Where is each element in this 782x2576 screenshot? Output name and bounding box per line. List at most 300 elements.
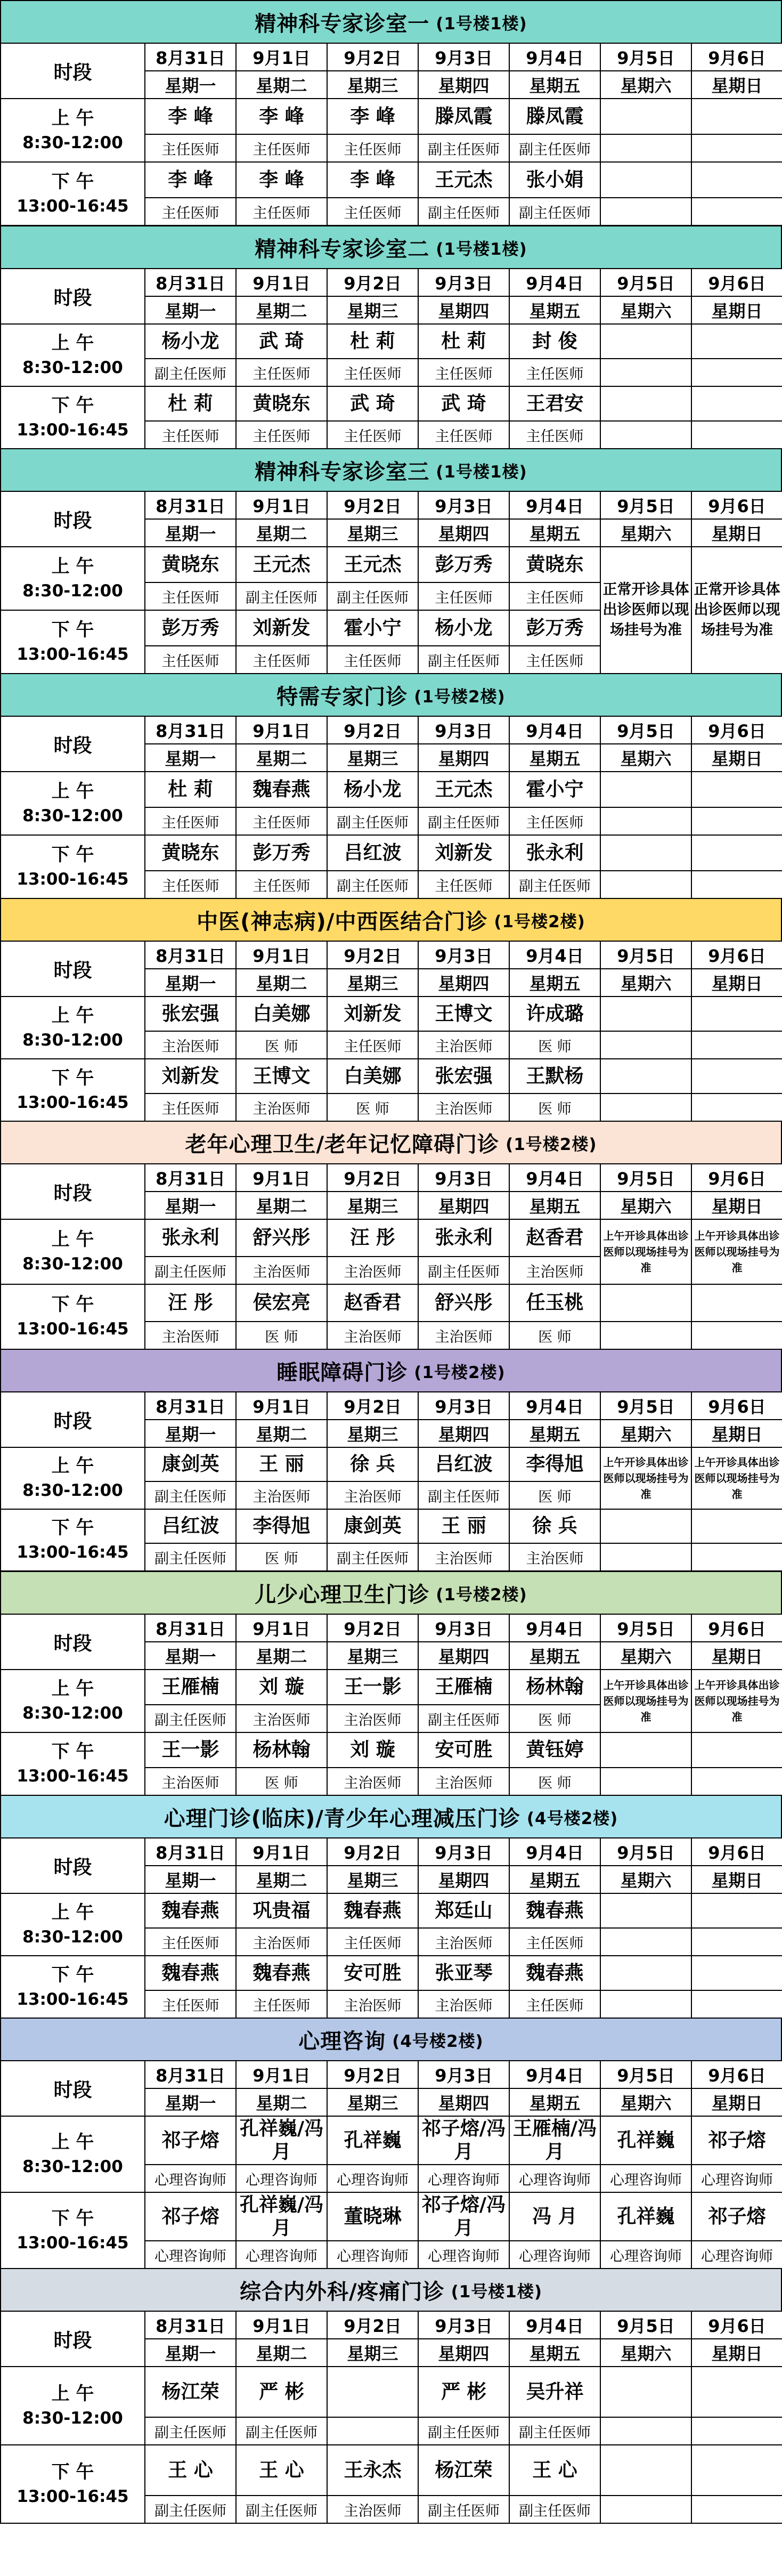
doctor-title: 主治医师 — [236, 1257, 327, 1284]
doctor-name: 杨小龙 — [418, 610, 509, 646]
weekday-cell: 星期六 — [600, 1420, 691, 1447]
pm-time: 13:00-16:45 — [17, 1989, 129, 2009]
date-cell: 9月5日 — [600, 1164, 691, 1192]
pm-name-row — [1, 2192, 782, 2241]
doctor-name — [600, 772, 691, 807]
doctor-title — [600, 1031, 691, 1059]
doctor-name: 李 峰 — [327, 162, 418, 198]
doctor-name — [600, 835, 691, 871]
slot-header: 时段 — [1, 43, 145, 99]
weekday-cell: 星期六 — [600, 1642, 691, 1670]
doctor-title: 主任医师 — [145, 1093, 236, 1121]
doctor-title: 主任医师 — [509, 421, 600, 449]
doctor-name: 杨林翰 — [236, 1732, 327, 1768]
date-cell: 9月3日 — [418, 1392, 509, 1420]
doctor-name: 舒兴彤 — [236, 1219, 327, 1257]
doctor-name: 王元杰 — [418, 162, 509, 198]
doctor-title: 主任医师 — [236, 198, 327, 225]
pm-name-row — [1, 386, 782, 421]
am-time: 8:30-12:00 — [22, 358, 123, 377]
doctor-name: 白美娜 — [327, 1059, 418, 1093]
am-label: 上 午 — [51, 1678, 94, 1699]
pm-period-label — [1, 1509, 145, 1571]
slot-header: 时段 — [1, 2061, 145, 2116]
weekday-cell: 星期一 — [145, 1192, 236, 1219]
pm-label: 下 午 — [51, 1294, 94, 1315]
doctor-title — [600, 1990, 691, 2018]
doctor-title: 主任医师 — [418, 871, 509, 898]
doctor-name: 张永利 — [509, 835, 600, 871]
date-cell: 9月4日 — [509, 2311, 600, 2339]
doctor-name — [327, 2367, 418, 2417]
weekday-cell: 星期日 — [691, 744, 782, 772]
weekday-cell: 星期一 — [145, 1420, 236, 1447]
am-period-label — [1, 1219, 145, 1284]
doctor-title: 医 师 — [509, 1768, 600, 1795]
weekday-cell: 星期三 — [327, 296, 418, 324]
pm-label: 下 午 — [51, 1067, 94, 1089]
section-header — [0, 2018, 782, 2060]
doctor-title: 主任医师 — [418, 421, 509, 449]
am-time: 8:30-12:00 — [22, 133, 123, 152]
pm-period-label — [1, 2192, 145, 2269]
date-cell: 8月31日 — [145, 269, 236, 296]
doctor-title: 主治医师 — [327, 2496, 418, 2523]
pm-label: 下 午 — [51, 2207, 94, 2229]
doctor-title: 副主任医师 — [145, 1257, 236, 1284]
date-cell: 8月31日 — [145, 716, 236, 744]
doctor-title — [691, 1093, 782, 1121]
doctor-name: 李 峰 — [327, 99, 418, 134]
doctor-title: 主任医师 — [145, 134, 236, 162]
am-name-row — [1, 1670, 782, 1705]
doctor-name: 彭万秀 — [418, 547, 509, 582]
doctor-title: 副主任医师 — [236, 2417, 327, 2445]
doctor-title: 主治医师 — [327, 1481, 418, 1509]
date-cell: 9月6日 — [691, 1392, 782, 1420]
doctor-title — [691, 2417, 782, 2445]
doctor-title: 医 师 — [236, 1031, 327, 1059]
date-cell: 9月1日 — [236, 716, 327, 744]
pm-name-row — [1, 1284, 782, 1322]
weekday-cell: 星期六 — [600, 2339, 691, 2367]
date-cell: 9月1日 — [236, 1164, 327, 1192]
section-title: 心理咨询 — [298, 2029, 386, 2054]
date-cell: 9月3日 — [418, 941, 509, 969]
doctor-name — [691, 1284, 782, 1322]
doctor-title: 副主任医师 — [418, 807, 509, 835]
doctor-title — [327, 2417, 418, 2445]
pm-label: 下 午 — [51, 2461, 94, 2483]
am-label: 上 午 — [51, 1229, 94, 1250]
doctor-title: 主任医师 — [236, 807, 327, 835]
date-cell: 9月1日 — [236, 43, 327, 71]
doctor-name: 董晓琳 — [327, 2192, 418, 2241]
pm-name-row — [1, 2445, 782, 2496]
am-time: 8:30-12:00 — [22, 1927, 123, 1947]
date-cell: 8月31日 — [145, 491, 236, 519]
doctor-title: 主任医师 — [509, 359, 600, 386]
doctor-title — [600, 871, 691, 898]
section-header — [0, 898, 782, 941]
doctor-name — [600, 99, 691, 134]
doctor-title: 医 师 — [509, 1481, 600, 1509]
am-name-row — [1, 1893, 782, 1928]
schedule-section — [0, 673, 782, 898]
date-cell: 9月5日 — [600, 716, 691, 744]
weekday-cell: 星期六 — [600, 744, 691, 772]
saturday-note: 上午开诊具体出诊医师以现场挂号为准 — [600, 1670, 691, 1732]
date-cell: 9月5日 — [600, 1392, 691, 1420]
doctor-name: 杨江荣 — [145, 2367, 236, 2417]
doctor-title: 主任医师 — [327, 1031, 418, 1059]
weekday-cell: 星期二 — [236, 519, 327, 547]
pm-time: 13:00-16:45 — [17, 644, 129, 664]
doctor-name — [691, 835, 782, 871]
pm-time: 13:00-16:45 — [17, 1543, 129, 1562]
pm-period-label — [1, 386, 145, 449]
doctor-title — [691, 1543, 782, 1571]
doctor-name: 张永利 — [145, 1219, 236, 1257]
doctor-name: 杨江荣 — [418, 2445, 509, 2496]
weekday-cell: 星期三 — [327, 969, 418, 997]
weekday-cell: 星期二 — [236, 969, 327, 997]
doctor-title: 主任医师 — [418, 582, 509, 610]
section-location: (1号楼2楼) — [414, 1363, 506, 1382]
date-cell: 9月6日 — [691, 941, 782, 969]
date-row — [1, 716, 782, 744]
date-cell: 9月2日 — [327, 269, 418, 296]
doctor-title: 主任医师 — [145, 421, 236, 449]
am-name-row — [1, 2116, 782, 2165]
date-cell: 9月1日 — [236, 269, 327, 296]
doctor-title: 副主任医师 — [418, 134, 509, 162]
weekday-cell: 星期五 — [509, 744, 600, 772]
am-name-row — [1, 547, 782, 582]
doctor-name: 魏春燕 — [509, 1893, 600, 1928]
saturday-note: 上午开诊具体出诊医师以现场挂号为准 — [600, 1447, 691, 1509]
date-cell: 9月4日 — [509, 1838, 600, 1866]
doctor-title: 主任医师 — [418, 359, 509, 386]
weekday-cell: 星期一 — [145, 1642, 236, 1670]
schedule-section — [0, 2018, 782, 2268]
section-location: (1号楼2楼) — [494, 912, 585, 931]
am-name-row — [1, 1219, 782, 1257]
sunday-note: 正常开诊具体出诊医师以现场挂号为准 — [691, 547, 782, 674]
weekday-cell: 星期二 — [236, 1642, 327, 1670]
doctor-name: 魏春燕 — [509, 1956, 600, 1990]
doctor-name: 李 峰 — [145, 99, 236, 134]
doctor-name: 彭万秀 — [145, 610, 236, 646]
doctor-name: 王元杰 — [327, 547, 418, 582]
date-cell: 9月4日 — [509, 491, 600, 519]
doctor-name: 魏春燕 — [327, 1893, 418, 1928]
am-name-row — [1, 772, 782, 807]
date-cell: 9月5日 — [600, 491, 691, 519]
doctor-title: 主治医师 — [236, 1093, 327, 1121]
date-row — [1, 2061, 782, 2088]
pm-time: 13:00-16:45 — [17, 1319, 129, 1339]
doctor-name: 杨小龙 — [145, 324, 236, 359]
schedule-section — [0, 1349, 782, 1571]
doctor-title — [691, 1031, 782, 1059]
schedule-table — [0, 43, 782, 226]
schedule-table — [0, 1837, 782, 2019]
doctor-name: 王博文 — [418, 997, 509, 1031]
date-row — [1, 1164, 782, 1192]
schedule-section — [0, 1121, 782, 1349]
doctor-title: 心理咨询师 — [327, 2241, 418, 2269]
doctor-name: 张宏强 — [418, 1059, 509, 1093]
section-header — [0, 1571, 782, 1614]
doctor-title: 主治医师 — [327, 1768, 418, 1795]
doctor-title: 心理咨询师 — [600, 2165, 691, 2192]
pm-label: 下 午 — [51, 1517, 94, 1538]
date-cell: 9月1日 — [236, 491, 327, 519]
doctor-title — [691, 359, 782, 386]
weekday-cell: 星期四 — [418, 1420, 509, 1447]
schedule-table — [0, 716, 782, 899]
weekday-cell: 星期日 — [691, 71, 782, 99]
doctor-name — [600, 324, 691, 359]
doctor-title: 主任医师 — [145, 582, 236, 610]
weekday-cell: 星期日 — [691, 1420, 782, 1447]
doctor-name: 张永利 — [418, 1219, 509, 1257]
doctor-name: 李 峰 — [145, 162, 236, 198]
doctor-title: 主治医师 — [418, 1322, 509, 1349]
doctor-name — [691, 1509, 782, 1543]
doctor-title: 副主任医师 — [236, 582, 327, 610]
date-cell: 9月6日 — [691, 2311, 782, 2339]
doctor-name — [691, 1732, 782, 1768]
doctor-title: 副主任医师 — [145, 1705, 236, 1732]
date-cell: 8月31日 — [145, 1164, 236, 1192]
schedule-section — [0, 898, 782, 1121]
section-location: (1号楼1楼) — [436, 239, 527, 259]
weekday-cell: 星期四 — [418, 1642, 509, 1670]
doctor-title: 主治医师 — [327, 1322, 418, 1349]
doctor-name: 杜 莉 — [145, 772, 236, 807]
doctor-title: 副主任医师 — [509, 2496, 600, 2523]
doctor-name: 郑廷山 — [418, 1893, 509, 1928]
date-cell: 9月3日 — [418, 1614, 509, 1642]
weekday-cell: 星期五 — [509, 296, 600, 324]
am-label: 上 午 — [51, 1455, 94, 1477]
section-location: (4号楼2楼) — [392, 2031, 484, 2051]
slot-header: 时段 — [1, 1164, 145, 1219]
doctor-name: 徐 兵 — [509, 1509, 600, 1543]
doctor-title: 主任医师 — [509, 646, 600, 674]
doctor-name: 赵香君 — [327, 1284, 418, 1322]
doctor-title: 副主任医师 — [327, 1543, 418, 1571]
doctor-name: 黄晓东 — [236, 386, 327, 421]
weekday-cell: 星期四 — [418, 969, 509, 997]
weekday-cell: 星期四 — [418, 744, 509, 772]
date-cell: 9月2日 — [327, 1392, 418, 1420]
am-label: 上 午 — [51, 780, 94, 802]
doctor-title — [691, 871, 782, 898]
slot-header: 时段 — [1, 491, 145, 547]
doctor-name — [691, 99, 782, 134]
schedule-table — [0, 268, 782, 449]
doctor-title: 医 师 — [509, 1031, 600, 1059]
weekday-cell: 星期二 — [236, 1866, 327, 1893]
pm-label: 下 午 — [51, 394, 94, 416]
section-header — [0, 1795, 782, 1837]
date-cell: 9月5日 — [600, 1838, 691, 1866]
doctor-title: 主治医师 — [418, 1768, 509, 1795]
doctor-title: 主任医师 — [327, 134, 418, 162]
doctor-name — [691, 1893, 782, 1928]
schedule-table — [0, 1614, 782, 1796]
doctor-title — [691, 1768, 782, 1795]
doctor-name: 孔祥巍 — [600, 2192, 691, 2241]
am-period-label — [1, 2367, 145, 2445]
date-cell: 9月5日 — [600, 43, 691, 71]
section-header — [0, 1121, 782, 1163]
weekday-cell: 星期一 — [145, 969, 236, 997]
doctor-title: 医 师 — [236, 1768, 327, 1795]
weekday-cell: 星期日 — [691, 519, 782, 547]
am-time: 8:30-12:00 — [22, 1030, 123, 1050]
sunday-note: 上午开诊具体出诊医师以现场挂号为准 — [691, 1670, 782, 1732]
weekday-cell: 星期三 — [327, 1642, 418, 1670]
section-header — [0, 673, 782, 716]
doctor-name: 孔祥巍/冯 月 — [236, 2116, 327, 2165]
doctor-title: 主任医师 — [327, 421, 418, 449]
date-cell: 9月3日 — [418, 1164, 509, 1192]
doctor-name: 王博文 — [236, 1059, 327, 1093]
am-name-row — [1, 997, 782, 1031]
doctor-name: 严 彬 — [418, 2367, 509, 2417]
date-cell: 9月4日 — [509, 2061, 600, 2088]
date-cell: 9月2日 — [327, 43, 418, 71]
doctor-name: 刘新发 — [327, 997, 418, 1031]
pm-name-row — [1, 835, 782, 871]
doctor-title: 副主任医师 — [418, 1257, 509, 1284]
doctor-title: 副主任医师 — [509, 871, 600, 898]
pm-period-label — [1, 1956, 145, 2018]
am-period-label — [1, 547, 145, 610]
section-location: (1号楼1楼) — [436, 462, 527, 482]
weekday-cell: 星期一 — [145, 71, 236, 99]
am-name-row — [1, 2367, 782, 2417]
date-cell: 9月6日 — [691, 1838, 782, 1866]
doctor-name: 孔祥巍 — [600, 2116, 691, 2165]
doctor-name: 黄钰婷 — [509, 1732, 600, 1768]
date-cell: 9月1日 — [236, 1392, 327, 1420]
pm-period-label — [1, 1732, 145, 1795]
doctor-title: 主治医师 — [418, 1543, 509, 1571]
slot-header: 时段 — [1, 716, 145, 772]
date-cell: 9月2日 — [327, 1164, 418, 1192]
pm-time: 13:00-16:45 — [17, 1767, 129, 1786]
doctor-title: 副主任医师 — [418, 198, 509, 225]
doctor-name: 张小娟 — [509, 162, 600, 198]
slot-header: 时段 — [1, 1614, 145, 1670]
doctor-name — [600, 2367, 691, 2417]
doctor-name: 王永杰 — [327, 2445, 418, 2496]
doctor-title: 心理咨询师 — [418, 2165, 509, 2192]
am-time: 8:30-12:00 — [22, 581, 123, 601]
date-cell: 9月4日 — [509, 269, 600, 296]
doctor-name — [600, 1509, 691, 1543]
date-row — [1, 2311, 782, 2339]
doctor-name: 李 峰 — [236, 99, 327, 134]
weekday-cell: 星期四 — [418, 2088, 509, 2116]
date-cell: 9月2日 — [327, 716, 418, 744]
weekday-cell: 星期二 — [236, 71, 327, 99]
doctor-name: 张亚琴 — [418, 1956, 509, 1990]
section-header — [0, 0, 782, 43]
doctor-title: 主任医师 — [327, 198, 418, 225]
weekday-cell: 星期三 — [327, 2339, 418, 2367]
pm-period-label — [1, 1284, 145, 1349]
doctor-title: 心理咨询师 — [236, 2165, 327, 2192]
am-label: 上 午 — [51, 1901, 94, 1923]
date-cell: 9月1日 — [236, 2311, 327, 2339]
date-row — [1, 1392, 782, 1420]
doctor-name: 刘 璇 — [236, 1670, 327, 1705]
doctor-name: 杨小龙 — [327, 772, 418, 807]
date-cell: 8月31日 — [145, 43, 236, 71]
weekday-cell: 星期四 — [418, 71, 509, 99]
doctor-title: 医 师 — [236, 1543, 327, 1571]
doctor-title: 心理咨询师 — [327, 2165, 418, 2192]
schedule-table — [0, 941, 782, 1122]
doctor-title: 副主任医师 — [327, 807, 418, 835]
doctor-name: 黄晓东 — [145, 547, 236, 582]
doctor-name: 王雁楠 — [418, 1670, 509, 1705]
doctor-title: 医 师 — [509, 1705, 600, 1732]
am-name-row — [1, 1447, 782, 1481]
doctor-title: 主任医师 — [327, 1928, 418, 1956]
doctor-name: 霍小宁 — [509, 772, 600, 807]
weekday-cell: 星期四 — [418, 296, 509, 324]
doctor-name: 王 丽 — [418, 1509, 509, 1543]
doctor-name: 祁子熔 — [691, 2192, 782, 2241]
pm-name-row — [1, 1956, 782, 1990]
am-time: 8:30-12:00 — [22, 806, 123, 825]
doctor-title — [600, 1093, 691, 1121]
date-row — [1, 491, 782, 519]
section-title: 儿少心理卫生门诊 — [255, 1582, 430, 1607]
doctor-name: 杜 莉 — [145, 386, 236, 421]
doctor-title: 主任医师 — [236, 871, 327, 898]
date-cell: 9月5日 — [600, 1614, 691, 1642]
weekday-cell: 星期日 — [691, 1866, 782, 1893]
doctor-name — [600, 162, 691, 198]
am-label: 上 午 — [51, 107, 94, 129]
doctor-name: 吕红波 — [327, 835, 418, 871]
doctor-name: 杨林翰 — [509, 1670, 600, 1705]
doctor-title: 心理咨询师 — [509, 2241, 600, 2269]
weekday-cell: 星期五 — [509, 2339, 600, 2367]
doctor-title: 主任医师 — [145, 1928, 236, 1956]
doctor-title — [691, 134, 782, 162]
doctor-title: 医 师 — [509, 1322, 600, 1349]
weekday-cell: 星期一 — [145, 2339, 236, 2367]
weekday-cell: 星期日 — [691, 296, 782, 324]
date-cell: 9月6日 — [691, 1614, 782, 1642]
doctor-title: 副主任医师 — [145, 2496, 236, 2523]
section-header — [0, 2268, 782, 2311]
doctor-title: 副主任医师 — [418, 2496, 509, 2523]
doctor-name: 彭万秀 — [509, 610, 600, 646]
doctor-title: 主治医师 — [418, 1928, 509, 1956]
doctor-name: 吕红波 — [418, 1447, 509, 1481]
doctor-name — [600, 1956, 691, 1990]
